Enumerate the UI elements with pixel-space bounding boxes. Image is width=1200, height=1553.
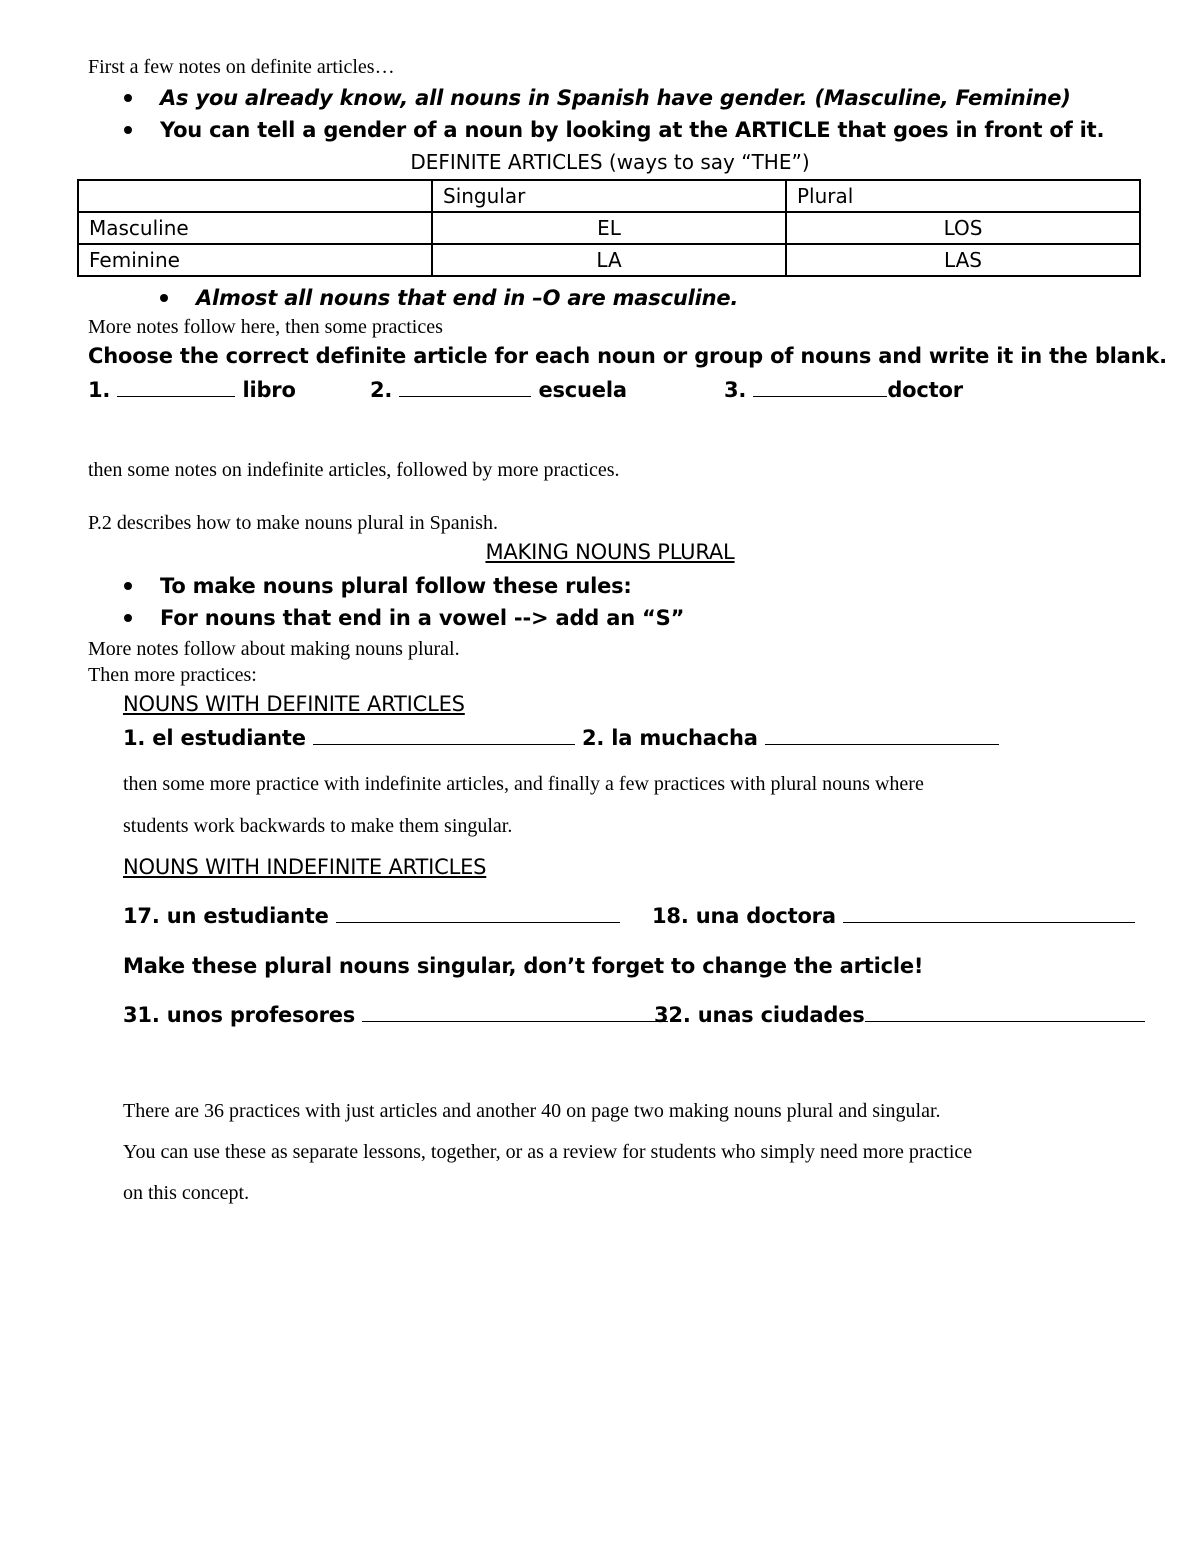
answer-blank[interactable] — [865, 1003, 1145, 1022]
answer-blank[interactable] — [117, 378, 235, 397]
answer-blank[interactable] — [362, 1003, 668, 1022]
bullet-text: Almost all nouns that end in –O are masculine. — [196, 286, 739, 310]
table-cell: LOS — [786, 212, 1140, 244]
practice-number: 1. — [88, 378, 111, 402]
bullet-icon — [124, 126, 132, 134]
table-row — [78, 244, 1140, 276]
indefinite-nouns-heading: NOUNS WITH INDEFINITE ARTICLES — [123, 855, 487, 879]
answer-blank[interactable] — [336, 904, 620, 923]
bullet-text: You can tell a gender of a noun by looking at the ARTICLE that goes in front of it. — [160, 118, 1105, 142]
table-cell: EL — [432, 212, 786, 244]
table-header-cell — [78, 180, 432, 212]
practice-item — [123, 726, 575, 750]
answer-blank[interactable] — [753, 378, 887, 397]
table-row — [78, 212, 1140, 244]
practice-item — [123, 904, 620, 928]
closing-text: on this concept. — [123, 1182, 250, 1204]
table-cell: LA — [432, 244, 786, 276]
indefinite-practice-note: students work backwards to make them singular. — [123, 815, 513, 837]
practice-item — [582, 726, 999, 750]
answer-blank[interactable] — [843, 904, 1135, 923]
practice-item — [123, 1003, 668, 1027]
instruction-text: Choose the correct definite article for each noun or group of nouns and write it in the blank. — [88, 344, 1167, 368]
practice-word: 31. unos profesores — [123, 1003, 356, 1027]
practice-item — [724, 378, 963, 402]
then-practices-text: Then more practices: — [88, 664, 257, 686]
definite-nouns-heading: NOUNS WITH DEFINITE ARTICLES — [123, 692, 465, 716]
practice-number: 2. — [370, 378, 393, 402]
masculine-bullet-list — [196, 282, 738, 314]
list-item — [160, 570, 684, 602]
practice-item — [654, 1003, 1145, 1027]
table-header-cell: Singular — [432, 180, 786, 212]
indefinite-note-text: then some notes on indefinite articles, followed by more practices. — [88, 459, 620, 481]
table-cell: LAS — [786, 244, 1140, 276]
plural-heading: MAKING NOUNS PLURAL — [485, 540, 735, 564]
practice-item — [370, 378, 627, 402]
practice-word: 17. un estudiante — [123, 904, 329, 928]
more-notes-text: More notes follow here, then some practices — [88, 316, 443, 338]
practice-word: escuela — [538, 378, 627, 402]
indefinite-practice-note: then some more practice with indefinite articles, and finally a few practices with plural nouns where — [123, 773, 924, 795]
table-cell: Masculine — [78, 212, 432, 244]
table-header-row — [78, 180, 1140, 212]
practice-word: 2. la muchacha — [582, 726, 758, 750]
practice-word: 32. unas ciudades — [654, 1003, 865, 1027]
gender-bullet-list — [160, 82, 1104, 146]
definite-articles-table — [77, 179, 1141, 277]
list-item — [196, 282, 738, 314]
list-item — [160, 602, 684, 634]
plural-bullet-list — [160, 570, 684, 634]
plural-notes-text: More notes follow about making nouns plural. — [88, 638, 460, 660]
list-item — [160, 114, 1104, 146]
bullet-icon — [124, 94, 132, 102]
table-title: DEFINITE ARTICLES (ways to say “THE”) — [410, 150, 810, 174]
p2-note-text: P.2 describes how to make nouns plural in Spanish. — [88, 512, 498, 534]
answer-blank[interactable] — [399, 378, 531, 397]
singular-instruction: Make these plural nouns singular, don’t forget to change the article! — [123, 954, 924, 978]
bullet-text: As you already know, all nouns in Spanish have gender. (Masculine, Feminine) — [160, 86, 1071, 110]
bullet-text: To make nouns plural follow these rules: — [160, 574, 632, 598]
practice-word: 1. el estudiante — [123, 726, 306, 750]
answer-blank[interactable] — [313, 726, 575, 745]
table-cell: Feminine — [78, 244, 432, 276]
practice-word: libro — [242, 378, 296, 402]
practice-item — [88, 378, 296, 402]
intro-text: First a few notes on definite articles… — [88, 56, 395, 78]
closing-text: You can use these as separate lessons, together, or as a review for students who simply need more practice — [123, 1141, 973, 1163]
answer-blank[interactable] — [765, 726, 999, 745]
bullet-text: For nouns that end in a vowel --> add an “S” — [160, 606, 685, 630]
practice-word: doctor — [887, 378, 963, 402]
bullet-icon — [124, 582, 132, 590]
bullet-icon — [124, 614, 132, 622]
practice-item — [652, 904, 1135, 928]
practice-number: 3. — [724, 378, 747, 402]
list-item — [160, 82, 1104, 114]
bullet-icon — [160, 294, 168, 302]
closing-text: There are 36 practices with just articles and another 40 on page two making nouns plural and singular. — [123, 1100, 941, 1122]
table-header-cell: Plural — [786, 180, 1140, 212]
practice-word: 18. una doctora — [652, 904, 836, 928]
